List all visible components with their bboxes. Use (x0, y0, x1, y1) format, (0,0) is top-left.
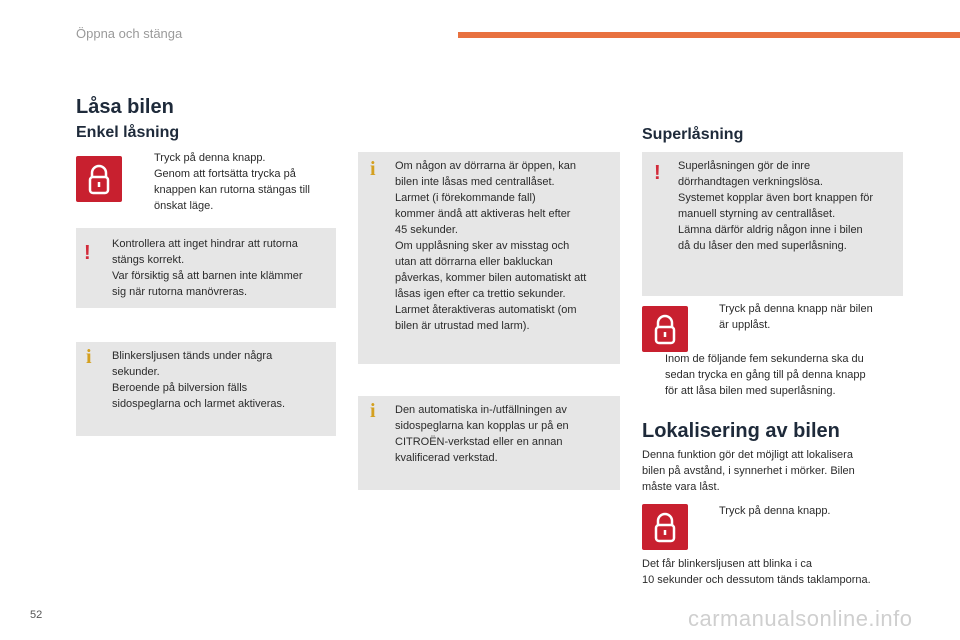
lokal-intro: Denna funktion gör det möjligt att lokalisera bilen på avstånd, i synnerhet i mörker. Bilen måste vara låst. (642, 449, 855, 493)
header-accent-bar (458, 32, 960, 38)
warning-box-rutor (76, 228, 336, 308)
info-icon: i (86, 346, 92, 368)
warning-text: Kontrollera att inget hindrar att rutorna stängs korrekt. Var försiktig så att barnen inte klämmer sig när rutorna manövreras. (112, 238, 303, 298)
warning-icon: ! (84, 242, 91, 264)
info-text: Blinkersljusen tänds under några sekunder. Beroende på bilversion fälls sidospeglarna och larmet aktiveras. (112, 350, 286, 410)
lock-button-enkel (76, 156, 122, 202)
lokal-button-instruction: Tryck på denna knapp. (719, 505, 831, 517)
info-box-dorrar (358, 152, 620, 364)
lock-icon (76, 156, 122, 202)
watermark: carmanualsonline.info (688, 606, 913, 631)
section-header: Öppna och stänga (76, 26, 183, 41)
super-step-instruction: Inom de följande fem sekunderna ska du sedan trycka en gång till på denna knapp för att låsa bilen med superlåsning. (665, 353, 866, 397)
page-number: 52 (30, 609, 43, 621)
info-text: Den automatiska in-/utfällningen av sidospeglarna kan kopplas ur på en CITROËN-verkstad eller en annan kvalificerad verkstad. (395, 404, 569, 464)
lock-icon (642, 504, 688, 550)
warning-icon: ! (654, 162, 661, 184)
super-button-instruction: Tryck på denna knapp när bilen är upplåst. (719, 303, 873, 331)
info-icon: i (370, 158, 376, 180)
info-box-speglar (358, 396, 620, 490)
lock-icon (642, 306, 688, 352)
lokal-outro: Det får blinkersljusen att blinka i ca 10 sekunder och dessutom tänds taklamporna. (642, 558, 871, 586)
info-text: Om någon av dörrarna är öppen, kan bilen inte låsas med centrallåset. Larmet (i förekommande fall) kommer ändå att aktiveras helt efter 45 sekunder. Om upplåsning sker av misstag och utan att dörrarna eller bakluckan påverkas, kommer bilen automatiskt att låsas igen efter ca trettio sekunder. Larmet återaktiveras automatiskt (om bilen är utrustad med larm). (395, 160, 587, 332)
info-box-blinkers (76, 342, 336, 436)
enkel-instruction: Tryck på denna knapp. Genom att fortsätta trycka på knappen kan rutorna stängas till önskat läge. (154, 152, 310, 212)
enkel-heading: Enkel låsning (76, 124, 180, 141)
page-title: Låsa bilen (76, 96, 174, 118)
info-icon: i (370, 400, 376, 422)
lokal-heading: Lokalisering av bilen (642, 420, 840, 442)
warning-text: Superlåsningen gör de inre dörrhandtagen verkningslösa. Systemet kopplar även bort knappen för manuell styrning av centrallåset. Lämna därför aldrig någon inne i bilen då du låser den med superlåsning. (678, 160, 874, 252)
warning-box-super (642, 152, 903, 296)
lock-button-super (642, 306, 688, 352)
super-heading: Superlåsning (642, 126, 744, 143)
lock-button-lokal (642, 504, 688, 550)
